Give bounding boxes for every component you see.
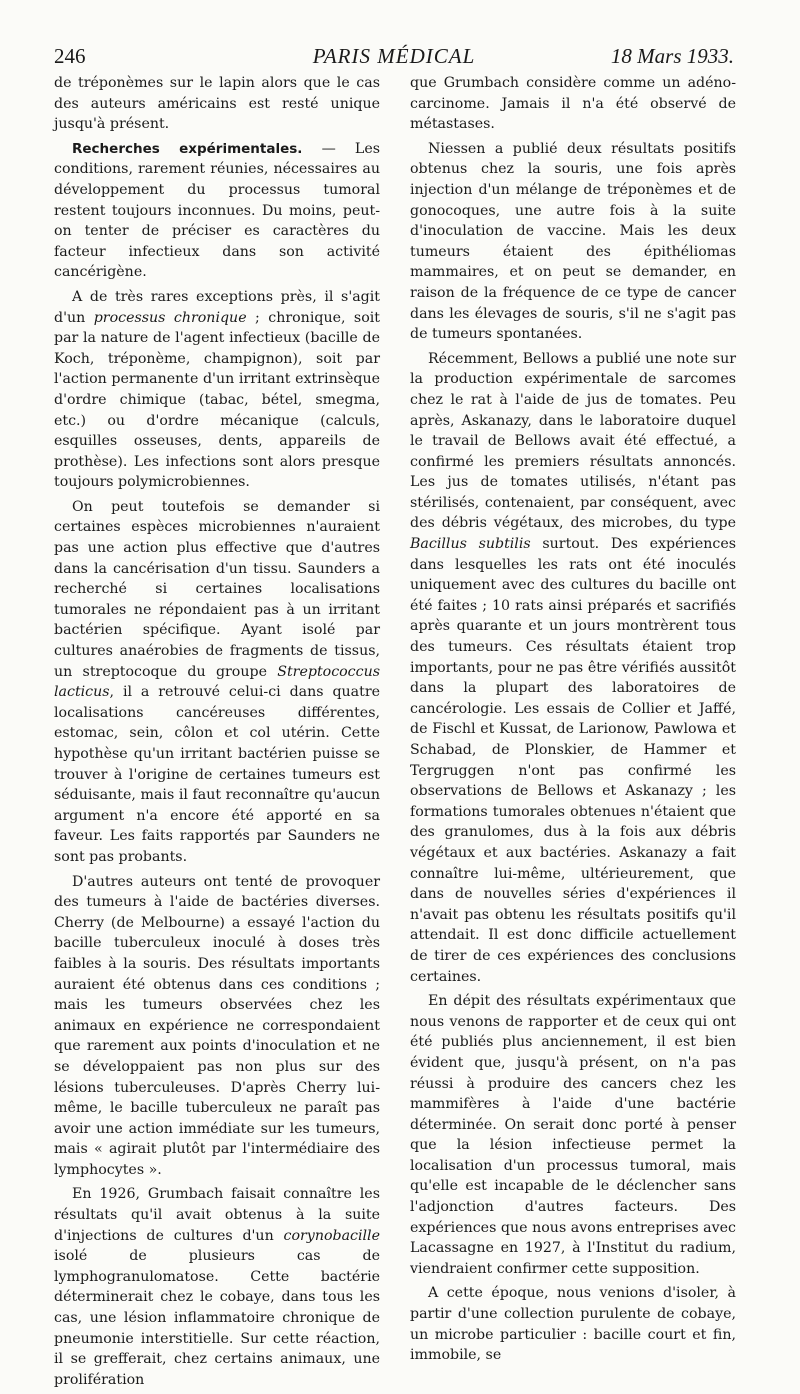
- left-column: [54, 73, 380, 1394]
- journal-title: PARIS MÉDICAL: [312, 44, 476, 68]
- paragraph-text: isolé de plusieurs cas de lymphogranulomatose. Cette bactérie déterminerait chez le cobaye, dans tous les cas, une lésion inflammatoire chronique de pneumonie interstitielle. Sur cette réaction, il se grefferait, chez certains animaux, une prolifération: [54, 1248, 380, 1388]
- paragraph: de tréponèmes sur le lapin alors que le cas des auteurs américains est resté unique jusqu'à présent.: [54, 75, 380, 133]
- italic-term: corynobacille: [283, 1227, 380, 1244]
- paragraph-text: surtout. Des expériences dans lesquelles les rats ont été inoculés uniquement avec des cultures du bacille ont été faites ; 10 rats ainsi préparés et sacrifiés après quarante et un jours montrèrent tous des tumeurs. Ces résultats étaient trop importants, pour ne pas être vérifiés aussitôt dans la plupart des laboratoires de cancérologie. Les essais de Collier et Jaffé, de Fischl et Kussat, de Larionow, Pawlowa et Schabad, de Plonskier, de Hammer et Tergruggen n'ont pas confirmé les observations de Bellows et Askanazy ; les formations tumorales obtenues n'étaient que des granulomes, dus à la fois aux débris végétaux et aux bactéries. Askanazy a fait connaître lui-même, ultérieurement, que dans de nouvelles séries d'expériences il n'avait pas obtenu les résultats positifs qu'il attendait. Il est donc difficile actuellement de tirer de ces expériences des conclusions certaines.: [410, 536, 736, 985]
- paragraph: Niessen a publié deux résultats positifs obtenus chez la souris, une fois après injection d'un mélange de tréponèmes et de gonocoques, une autre fois à la suite d'inoculation de vaccine. Mais les deux tumeurs étaient des épithéliomas mammaires, et on peut se demander, en raison de la fréquence de ce type de cancer dans les élevages de souris, s'il ne s'agit pas de tumeurs spontanées.: [410, 140, 736, 343]
- paragraph-text: — Les conditions, rarement réunies, nécessaires au développement du processus tumoral restent toujours inconnues. Du moins, peut-on tenter de préciser es caractères du facteur infectieux dans son activité cancérigène.: [54, 140, 381, 281]
- right-column: [410, 73, 736, 1370]
- paragraph-text: A de très rares exceptions près, il s'agit d'un: [54, 288, 380, 326]
- paragraph-text: On peut toutefois se demander si certaines espèces microbiennes n'auraient pas une action plus effective que d'autres dans la cancérisation d'un tissu. Saunders a recherché si certaines localisations tumorales ne répondaient pas à un irritant bactérien spécifique. Ayant isolé par cultures anaérobies de fragments de tissus, un streptocoque du groupe: [54, 498, 380, 680]
- italic-term: Bacillus subtilis: [410, 536, 531, 553]
- paragraph: [410, 349, 736, 987]
- section-title: Recherches expérimentales.: [72, 140, 303, 157]
- paragraph: que Grumbach considère comme un adéno-carcinome. Jamais il n'a été observé de métastases.: [410, 75, 736, 133]
- paragraph: [54, 1184, 380, 1390]
- italic-term: Streptococcus lacticus: [54, 663, 380, 701]
- paragraph: [54, 139, 380, 283]
- page-number: 246: [54, 44, 86, 68]
- paragraph: En dépit des résultats expérimentaux que nous venons de rapporter et de ceux qui ont été publiés plus anciennement, il est bien évident que, jusqu'à présent, on n'a pas réussi à produire des cancers chez les mammifères à l'aide d'une bactérie déterminée. On serait donc porté à penser que la lésion infectieuse permet la localisation d'un processus tumoral, mais qu'elle est incapable de le déclencher sans l'adjonction d'autres facteurs. Des expériences que nous avons entreprises avec Lacassagne en 1927, à l'Institut du radium, viendraient confirmer cette supposition.: [410, 993, 736, 1277]
- paragraph-text: ; chronique, soit par la nature de l'agent infectieux (bacille de Koch, tréponème, champignon), soit par l'action permanente d'un irritant extrinsèque d'ordre chimique (tabac, bétel, smegma, etc.) ou d'ordre mécanique (calculs, esquilles osseuses, dents, appareils de prothèse). Les infections sont alors presque toujours polymicrobiennes.: [54, 309, 380, 491]
- paragraph: [54, 287, 380, 493]
- paragraph-text: , il a retrouvé celui-ci dans quatre localisations cancéreuses différentes, estomac, sein, côlon et col utérin. Cette hypothèse qu'un irritant bactérien puisse se trouver à l'origine de certaines tumeurs est séduisante, mais il faut reconnaître qu'aucun argument n'a encore été apporté en sa faveur. Les faits rapportés par Saunders ne sont pas probants.: [54, 684, 380, 865]
- issue-date: 18 Mars 1933.: [610, 44, 734, 68]
- italic-term: processus chronique: [93, 309, 247, 326]
- paragraph-text: En 1926, Grumbach faisait connaître les résultats qu'il avait obtenus à la suite d'injections de cultures d'un: [54, 1186, 380, 1244]
- page-header: [54, 44, 734, 74]
- paragraph: [54, 497, 380, 868]
- paragraph: A cette époque, nous venions d'isoler, à partir d'une collection purulente de cobaye, un microbe particulier : bacille court et fin, immobile, se: [410, 1285, 736, 1364]
- paragraph: D'autres auteurs ont tenté de provoquer des tumeurs à l'aide de bactéries diverses. Cherry (de Melbourne) a essayé l'action du bacille tuberculeux inoculé à doses très faibles à la souris. Des résultats importants auraient été obtenus dans ces conditions ; mais les tumeurs observées chez les animaux en expérience ne correspondaient que rarement aux points d'inoculation et ne se développaient pas non plus sur des lésions tuberculeuses. D'après Cherry lui-même, le bacille tuberculeux ne paraît pas avoir une action immédiate sur les tumeurs, mais « agirait plutôt par l'intermédiaire des lymphocytes ».: [54, 873, 380, 1178]
- paragraph-text: Récemment, Bellows a publié une note sur la production expérimentale de sarcomes chez le rat à l'aide de jus de tomates. Peu après, Askanazy, dans le laboratoire duquel le travail de Bellows avait été effectué, a confirmé les premiers résultats annoncés. Les jus de tomates utilisés, n'étant pas stérilisés, contenaient, par conséquent, avec des débris végétaux, des microbes, du type: [410, 350, 736, 532]
